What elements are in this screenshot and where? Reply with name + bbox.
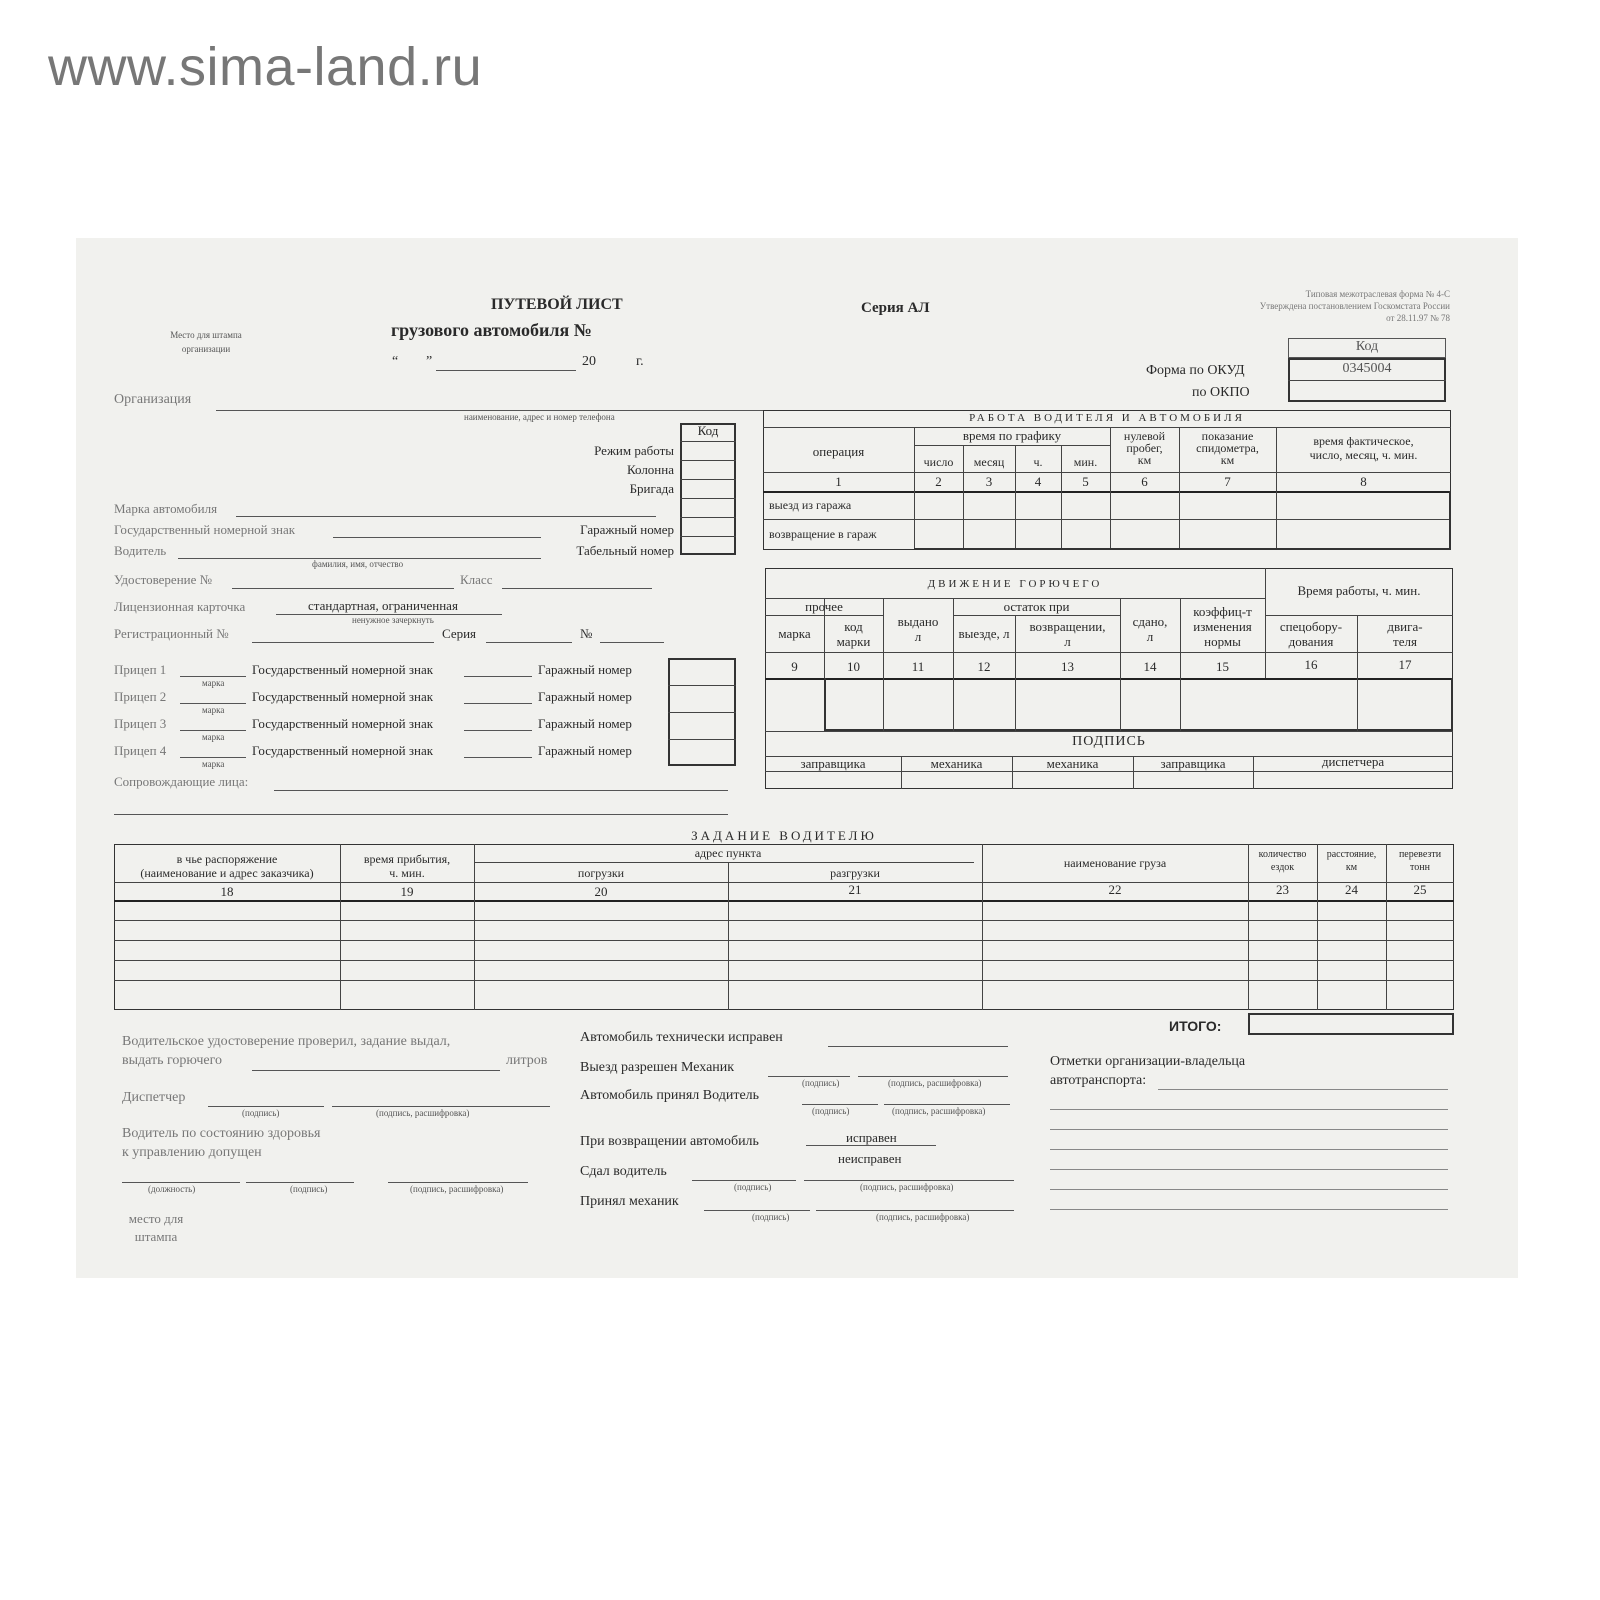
trailer-2-hint: марка (202, 705, 225, 715)
wt-num-7: 7 (1224, 474, 1231, 489)
garage-number-label: Гаражный номер (580, 522, 674, 537)
okud-divider (1288, 380, 1446, 381)
health-decode-field[interactable] (388, 1182, 528, 1183)
accepted-driver-signature[interactable] (802, 1104, 878, 1105)
car-brand-label: Марка автомобиля (114, 501, 218, 516)
mode-code-div6 (680, 536, 736, 537)
wt-num-1: 1 (835, 474, 842, 489)
wt-num-3: 3 (985, 474, 993, 489)
owner-marks-field-2[interactable] (1050, 1109, 1448, 1110)
reg-number-label: Регистрационный № (114, 626, 229, 641)
car-brand-field[interactable] (236, 516, 656, 517)
trailer-3-brand-field[interactable] (180, 730, 246, 731)
ft-brand-code: код марки (836, 619, 871, 649)
mode-code-div3 (680, 479, 736, 480)
ft-on-return: возвращении, л (1029, 619, 1106, 649)
ft-num-13: 13 (1061, 659, 1074, 674)
handed-decode-hint: (подпись, расшифровка) (860, 1182, 954, 1192)
task-title: ЗАДАНИЕ ВОДИТЕЛЮ (691, 828, 877, 843)
dispatcher-decode-field[interactable] (332, 1106, 550, 1107)
ft-num-12: 12 (977, 659, 991, 674)
exit-sign-hint: (подпись) (802, 1078, 840, 1088)
ft-data-frame[interactable] (824, 678, 1453, 731)
wt-num-5: 5 (1082, 474, 1089, 489)
tt-unloading: разгрузки (830, 866, 880, 880)
wt-num-8: 8 (1360, 474, 1367, 489)
waybill-form (76, 238, 1518, 1278)
trailer-4-hint: марка (202, 759, 225, 769)
ft-num-16: 16 (1304, 657, 1318, 672)
trailer-garage-div2 (668, 712, 736, 713)
ft-signer-4: заправщика (1160, 756, 1226, 771)
trailer-garage-div1 (668, 685, 736, 686)
wt-zero-mileage: нулевой пробег, км (1123, 429, 1166, 467)
owner-marks-field-6[interactable] (1050, 1189, 1448, 1190)
trailer-4-brand-field[interactable] (180, 757, 246, 758)
state-plate-field[interactable] (333, 537, 541, 538)
bottom-stamp-place: место для штампа (128, 1211, 184, 1244)
ft-engine: двига- теля (1387, 619, 1423, 649)
wt-month: месяц (973, 455, 1005, 469)
tt-loading: погрузки (577, 866, 625, 880)
tech-ok-label: Автомобиль технически исправен (580, 1030, 783, 1045)
mode-code-div5 (680, 517, 736, 518)
state-plate-label: Государственный номерной знак (114, 522, 296, 537)
owner-marks-field-3[interactable] (1050, 1129, 1448, 1130)
mode-code-div1 (680, 441, 736, 442)
tt-r2 (114, 940, 1454, 941)
date-quote-open: “ (392, 354, 399, 369)
driver-label: Водитель (114, 543, 167, 558)
tt-arrival: время прибытия, ч. мин. (363, 852, 451, 880)
tt-h1 (474, 862, 974, 863)
ft-num-14: 14 (1143, 659, 1157, 674)
tt-address: адрес пункта (694, 846, 762, 860)
class-field[interactable] (502, 588, 652, 589)
tt-r4 (114, 980, 1454, 981)
okud-value[interactable]: 0345004 (1342, 361, 1392, 376)
tt-num-19: 19 (400, 884, 414, 899)
wt-h2 (914, 445, 1110, 446)
okpo-label: по ОКПО (1192, 385, 1250, 400)
ft-num-11: 11 (911, 659, 925, 674)
tt-r1 (114, 920, 1454, 921)
ft-num-9: 9 (791, 659, 798, 674)
on-return-label: При возвращении автомобиль (580, 1134, 759, 1149)
accepted-driver-label: Автомобиль принял Водитель (580, 1088, 760, 1103)
trailer-1-hint: марка (202, 678, 225, 688)
driver-handed-label: Сдал водитель (580, 1164, 667, 1179)
driver-handed-decode[interactable] (804, 1180, 1014, 1181)
code-header: Код (1355, 339, 1379, 354)
wt-row-exit: выезд из гаража (769, 498, 852, 512)
mechanic-accepted-decode[interactable] (816, 1210, 1014, 1211)
ft-num-10: 10 (847, 659, 860, 674)
wt-row-return: возвращение в гараж (769, 527, 877, 541)
ft-signer-2: механика (930, 756, 983, 771)
wt-schedule: время по графику (962, 428, 1062, 443)
trailer-garage-div3 (668, 739, 736, 740)
trailer-1-garage-label: Гаражный номер (538, 662, 632, 677)
trailer-4-plate-field[interactable] (464, 757, 532, 758)
year-label: 20 (582, 354, 596, 369)
health-sign-hint: (подпись) (290, 1184, 328, 1194)
mechanic-accepted-label: Принял механик (580, 1194, 679, 1209)
trailer-2-brand-field[interactable] (180, 703, 246, 704)
total-field[interactable] (1248, 1013, 1454, 1035)
ft-brand: марка (778, 626, 811, 641)
organization-label: Организация (114, 392, 192, 407)
ft-handed: сдано, л (1132, 614, 1168, 644)
mode-code-div2 (680, 460, 736, 461)
tt-num-22: 22 (1108, 882, 1122, 897)
dispatcher-signature-field[interactable] (208, 1106, 324, 1107)
class-label: Класс (460, 572, 493, 587)
owner-marks-field-4[interactable] (1050, 1149, 1448, 1150)
ft-h5 (765, 731, 1453, 732)
serviceable-option[interactable]: исправен (846, 1130, 897, 1145)
license-field[interactable] (232, 588, 454, 589)
tt-num-18: 18 (220, 884, 234, 899)
year-suffix: г. (636, 354, 644, 369)
owner-marks-line1: Отметки организации-владельца (1050, 1054, 1246, 1069)
ft-signer-5: диспетчера (1321, 754, 1385, 769)
ft-h3 (765, 652, 1453, 653)
accepted-sign-hint: (подпись) (812, 1106, 850, 1116)
owner-marks-field-1[interactable] (1158, 1089, 1448, 1090)
health-line1: Водитель по состоянию здоровья (122, 1126, 321, 1141)
trailer-4-label: Прицеп 4 (114, 743, 167, 758)
exit-mechanic-signature[interactable] (768, 1076, 850, 1077)
okud-label: Форма по ОКУД (1146, 363, 1245, 378)
health-position-hint: (должность) (148, 1184, 196, 1194)
ft-h1b (1265, 615, 1453, 616)
driver-handed-signature[interactable] (692, 1180, 796, 1181)
wt-h3 (763, 472, 1451, 473)
ft-h2b (953, 615, 1120, 616)
tt-num-25: 25 (1413, 882, 1427, 897)
fuel-title: ДВИЖЕНИЕ ГОРЮЧЕГО (927, 578, 1103, 590)
site-url[interactable]: www.sima-land.ru (48, 37, 483, 97)
tt-tons: перевезти тонн (1398, 849, 1442, 873)
mechanic-accepted-signature[interactable] (704, 1210, 810, 1211)
ft-remainder: остаток при (1003, 599, 1070, 614)
form-title: ПУТЕВОЙ ЛИСТ (491, 296, 623, 313)
wt-day: число (923, 455, 954, 469)
ft-special: спецобору- дования (1279, 619, 1343, 649)
tt-num-23: 23 (1276, 882, 1289, 897)
tt-h3 (114, 900, 1454, 902)
accepted-driver-decode[interactable] (884, 1104, 1010, 1105)
stamp-place-label: Место для штампа организации (170, 330, 242, 354)
serviceable-line (806, 1145, 936, 1146)
ft-num-15: 15 (1216, 659, 1229, 674)
tt-num-21: 21 (848, 882, 862, 897)
trailer-1-brand-field[interactable] (180, 676, 246, 677)
ft-num-17: 17 (1398, 657, 1412, 672)
accompanying-field-1[interactable] (274, 790, 728, 791)
health-signature-field[interactable] (246, 1182, 354, 1183)
wt-num-6: 6 (1141, 474, 1148, 489)
unserviceable-option[interactable]: неисправен (838, 1151, 902, 1166)
trailer-2-plate-label: Государственный номерной знак (252, 689, 434, 704)
handed-sign-hint: (подпись) (734, 1182, 772, 1192)
accompanying-field-2[interactable] (114, 814, 728, 815)
tt-num-24: 24 (1345, 882, 1358, 897)
license-card-value: стандартная, ограниченная (308, 598, 458, 613)
trailer-2-plate-field[interactable] (464, 703, 532, 704)
tt-distance: расстояние, км (1326, 849, 1377, 873)
mode-code-header: Код (697, 423, 719, 438)
owner-marks-field-7[interactable] (1050, 1209, 1448, 1210)
organization-hint: наименование, адрес и номер телефона (464, 412, 615, 422)
wt-minute: мин. (1073, 455, 1098, 469)
health-decode-hint: (подпись, расшифровка) (410, 1184, 504, 1194)
wt-hour: ч. (1033, 455, 1043, 469)
ft-issued: выдано л (897, 614, 939, 644)
license-card-label: Лицензионная карточка (114, 599, 246, 614)
dispatcher-label: Диспетчер (122, 1090, 186, 1105)
fuel-amount-field[interactable] (252, 1070, 500, 1071)
tt-customer: в чье распоряжение (наименование и адрес заказчика) (140, 852, 314, 880)
ft-signature: ПОДПИСЬ (1072, 734, 1146, 749)
tt-trips: количество ездок (1258, 849, 1307, 873)
trailer-1-label: Прицеп 1 (114, 662, 167, 677)
trailer-4-garage-label: Гаражный номер (538, 743, 632, 758)
ft-signer-1: заправщика (800, 756, 866, 771)
reg-no-label: № (580, 626, 593, 641)
health-line2: к управлению допущен (122, 1145, 262, 1160)
reg-series-label: Серия (442, 626, 477, 641)
fuel-work-time: Время работы, ч. мин. (1297, 583, 1421, 598)
exit-decode-hint: (подпись, расшифровка) (888, 1078, 982, 1088)
ft-other: прочее (805, 599, 843, 614)
date-quote-close: ” (426, 354, 433, 369)
accepted-decode-hint: (подпись, расшифровка) (892, 1106, 986, 1116)
wt-num-4: 4 (1034, 474, 1042, 489)
owner-marks-line2: автотранспорта: (1050, 1073, 1147, 1088)
form-note: Типовая межотраслевая форма № 4-С Утверждена постановлением Госкомстата России от 28.11.97 № 78 (1259, 289, 1450, 323)
work-mode-label: Режим работы (594, 443, 674, 458)
wt-num-2: 2 (935, 474, 942, 489)
ft-coef: коэффиц-т изменения нормы (1193, 604, 1252, 649)
trailer-3-label: Прицеп 3 (114, 716, 167, 731)
reg-series-field[interactable] (486, 642, 572, 643)
trailer-3-plate-label: Государственный номерной знак (252, 716, 434, 731)
dispatcher-sign-hint: (подпись) (242, 1108, 280, 1118)
tab-number-label: Табельный номер (576, 543, 674, 558)
tt-cargo: наименование груза (1063, 856, 1167, 870)
trailer-4-plate-label: Государственный номерной знак (252, 743, 434, 758)
form-subtitle: грузового автомобиля № (391, 320, 592, 340)
wt-operation: операция (812, 444, 865, 459)
reg-no-field[interactable] (600, 642, 664, 643)
ft-signer-3: механика (1046, 756, 1099, 771)
license-label: Удостоверение № (114, 572, 213, 587)
driver-hint: фамилия, имя, отчество (312, 559, 404, 569)
checked-line1: Водительское удостоверение проверил, задание выдал, (122, 1034, 451, 1049)
ft-on-exit: выезде, л (958, 626, 1010, 641)
trailer-3-garage-label: Гаражный номер (538, 716, 632, 731)
exit-allowed-label: Выезд разрешен Механик (580, 1060, 735, 1075)
series-label: Серия АЛ (861, 300, 930, 316)
mode-code-div4 (680, 498, 736, 499)
tt-r3 (114, 960, 1454, 961)
liters-label: литров (506, 1053, 548, 1068)
trailer-3-hint: марка (202, 732, 225, 742)
checked-line2: выдать горючего (122, 1053, 222, 1068)
tt-num-20: 20 (594, 884, 608, 899)
tech-ok-field[interactable] (828, 1046, 1008, 1047)
trailer-1-plate-field[interactable] (464, 676, 532, 677)
trailer-3-plate-field[interactable] (464, 730, 532, 731)
license-card-hint: ненужное зачеркнуть (352, 615, 434, 625)
dispatcher-decode-hint: (подпись, расшифровка) (376, 1108, 470, 1118)
mechanic-decode-hint: (подпись, расшифровка) (876, 1212, 970, 1222)
wt-actual-frame (914, 491, 1451, 550)
brigade-label: Бригада (629, 481, 674, 496)
reg-number-field[interactable] (252, 642, 434, 643)
owner-marks-field-5[interactable] (1050, 1169, 1448, 1170)
accompanying-label: Сопровождающие лица: (114, 774, 249, 789)
trailer-2-garage-label: Гаражный номер (538, 689, 632, 704)
wt-actual-time: время фактическое, число, месяц, ч. мин. (1309, 434, 1418, 462)
trailer-1-plate-label: Государственный номерной знак (252, 662, 434, 677)
wt-speedometer: показание спидометра, км (1196, 429, 1259, 467)
date-month-line[interactable] (436, 370, 576, 371)
total-label: ИТОГО: (1169, 1018, 1222, 1034)
exit-mechanic-decode[interactable] (858, 1076, 1008, 1077)
trailer-2-label: Прицеп 2 (114, 689, 167, 704)
column-label: Колонна (626, 462, 674, 477)
health-position-field[interactable] (122, 1182, 240, 1183)
mechanic-sign-hint: (подпись) (752, 1212, 790, 1222)
work-table-title: РАБОТА ВОДИТЕЛЯ И АВТОМОБИЛЯ (969, 412, 1245, 424)
